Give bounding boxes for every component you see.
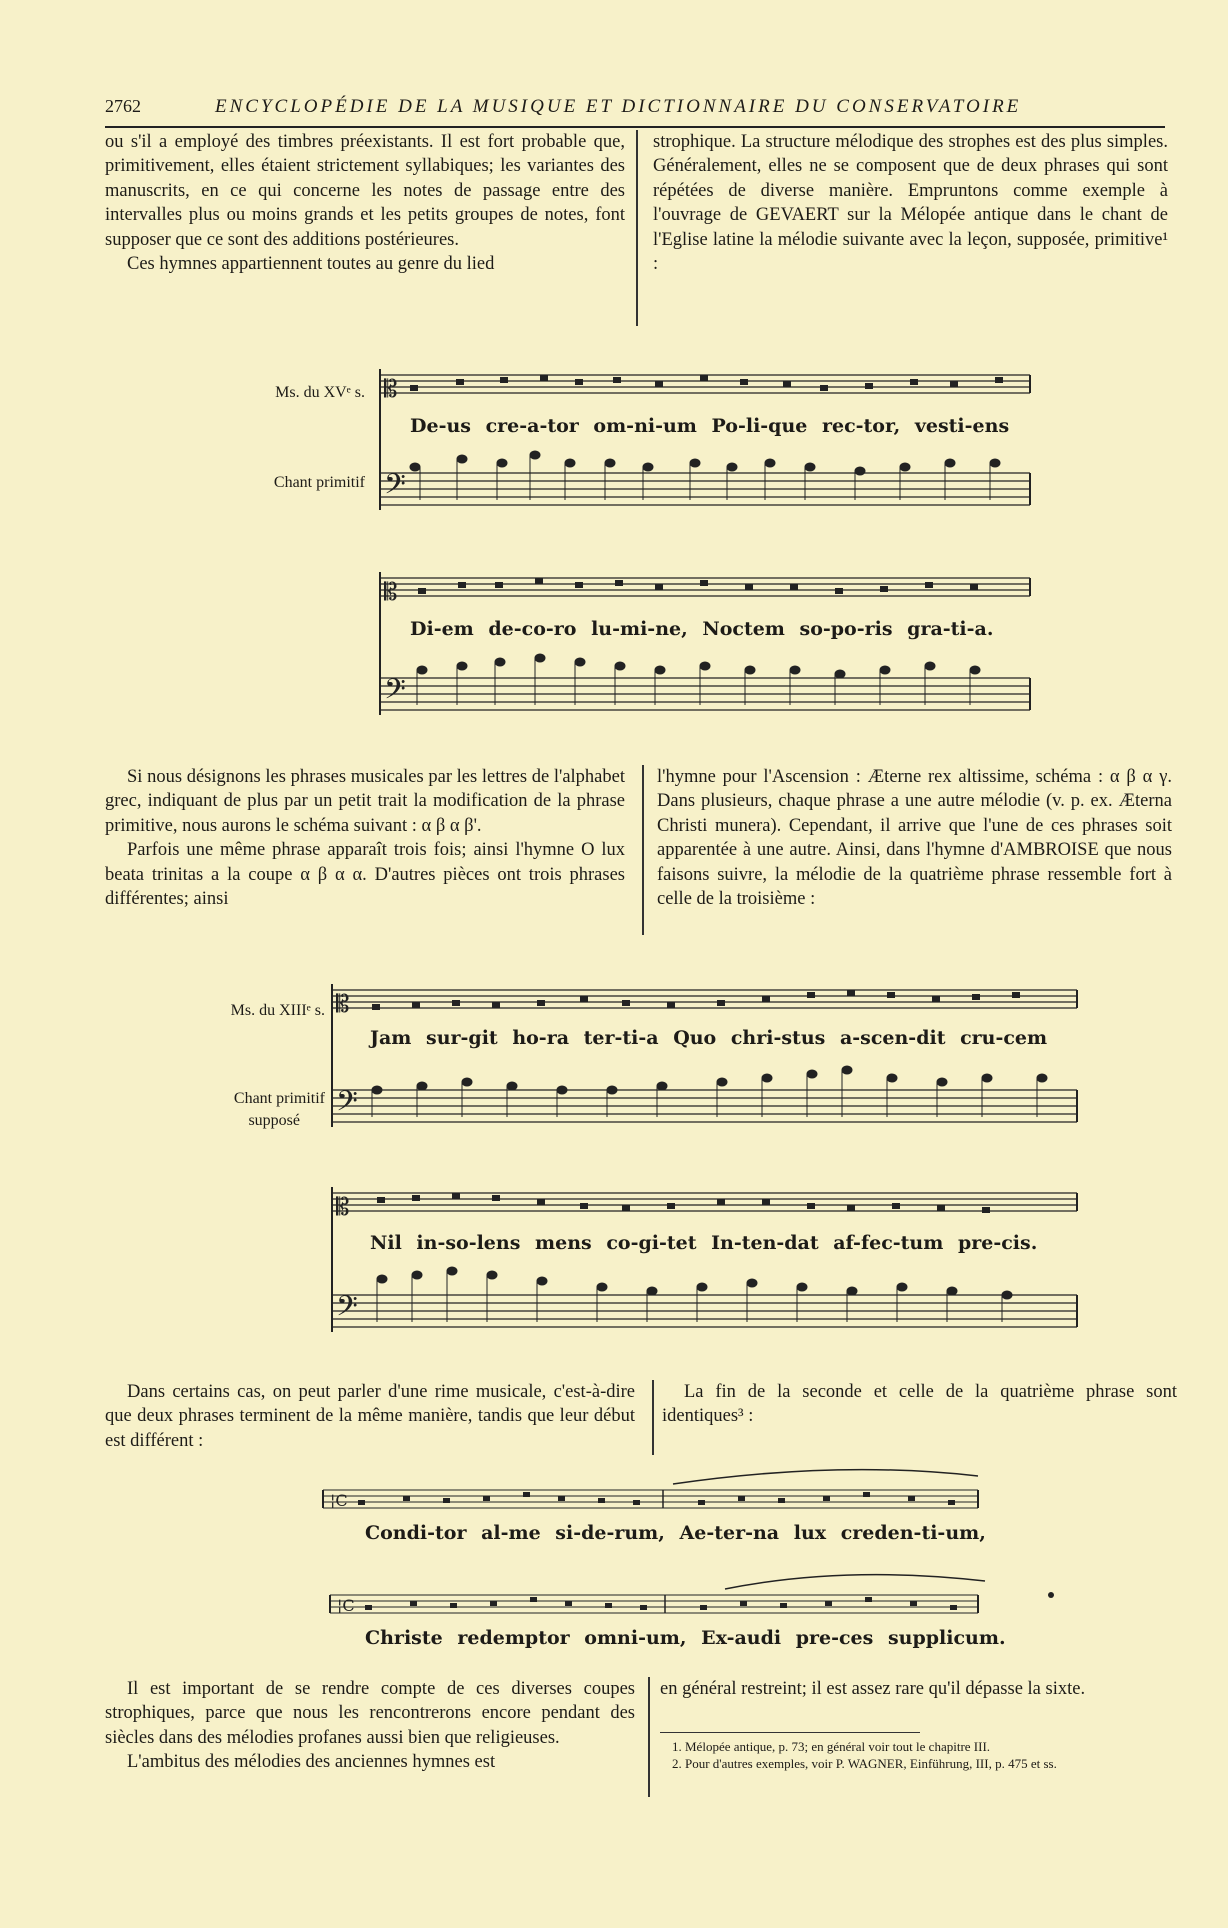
music-example-3-line-1 [318, 1460, 988, 1520]
svg-text:𝄢: 𝄢 [336, 1085, 358, 1125]
paragraph: La fin de la seconde et celle de la quatrième phrase sont identiques³ : [662, 1382, 1177, 1427]
staff-label-suppose: supposé [248, 1112, 300, 1129]
section3-right-column [662, 1380, 1177, 1429]
lyrics-line: Condi-tor al-me si-de-rum, Ae-ter-na lux creden-ti-um, [365, 1522, 986, 1544]
section2-left-column [105, 765, 625, 911]
section4-left-column [105, 1677, 635, 1775]
column-divider [636, 130, 638, 326]
svg-text:𝄡: 𝄡 [336, 990, 350, 1018]
paragraph: strophique. La structure mélodique des strophes est des plus simples. Généralement, elles ne se composent que de deux phrases qui sont répétées de diverse manière. Empruntons comme exemple à l'ouvrage de GEVAERT sur la Mélopée antique dans le chant de l'Eglise latine la mélodie suivante avec la leçon, supposée, primitive¹ : [653, 132, 1168, 275]
footnote-1: 1. Mélopée antique, p. 73; en général voir tout le chapitre III. [672, 1739, 991, 1754]
footnote-2: 2. Pour d'autres exemples, voir P. WAGNER, Einführung, III, p. 475 et ss. [672, 1756, 1057, 1771]
lyrics-line: De-us cre-a-tor om-ni-um Po-li-que rec-tor, vesti-ens [410, 415, 1010, 437]
column-divider [642, 765, 644, 935]
paragraph: Ces hymnes appartiennent toutes au genre du lied [127, 254, 495, 275]
paragraph: ou s'il a employé des timbres préexistants. Il est fort probable que, primitivement, elles étaient strictement syllabiques; les variantes des manuscrits, en ce qui concerne les notes de passage entre des intervalles plus ou moins grands et les petits groupes de notes, font supposer que ce sont des additions postérieures. [105, 132, 625, 250]
page-number: 2762 [105, 96, 141, 116]
music-example-1-system-1 [370, 365, 1035, 530]
section3-left-column [105, 1380, 635, 1453]
section1-right-column [653, 130, 1168, 276]
column-divider [652, 1380, 654, 1455]
ink-dot [1048, 1592, 1054, 1598]
svg-text:¦C: ¦C [330, 1491, 348, 1510]
svg-text:¦C: ¦C [337, 1596, 355, 1615]
lyrics-line: Di-em de-co-ro lu-mi-ne, Noctem so-po-ris gra-ti-a. [410, 618, 994, 640]
paragraph: Parfois une même phrase apparaît trois fois; ainsi l'hymne O lux beata trinitas a la coupe α β α α. D'autres pièces ont trois phrases différentes; ainsi [105, 840, 625, 910]
paragraph: l'hymne pour l'Ascension : Æterne rex altissime, schéma : α β α γ. Dans plusieurs, chaque phrase a une autre mélodie (v. p. ex. Æterna Christi munera). Cependant, il arrive que l'une de ces phrases soit apparentée à une autre. Ainsi, dans l'hymne d'AMBROISE que nous faisons suivre, la mélodie de la quatrième phrase ressemble fort à celle de la troisième : [657, 767, 1172, 910]
music-example-3-line-2 [325, 1565, 995, 1625]
music-example-2-system-2 [322, 1183, 1092, 1348]
staff-label-primitif: Chant primitif [273, 474, 365, 491]
section4-right-column [660, 1677, 1175, 1701]
section1-left-column [105, 130, 625, 276]
paragraph: Il est important de se rendre compte de ces diverses coupes strophiques, parce que nous les rencontrerons encore pendant des siècles dans des mélodies profanes aussi bien que religieuses. [105, 1679, 635, 1748]
paragraph: L'ambitus des mélodies des anciennes hymnes est [127, 1752, 496, 1773]
staff-label-ms: Ms. du XVᵉ s. [275, 384, 365, 401]
column-divider [648, 1677, 650, 1797]
svg-text:𝄡: 𝄡 [384, 375, 398, 403]
paragraph: en général restreint; il est assez rare qu'il dépasse la sixte. [660, 1679, 1086, 1699]
svg-text:𝄢: 𝄢 [384, 673, 406, 713]
svg-text:𝄢: 𝄢 [336, 1290, 358, 1330]
footnote-rule [660, 1732, 920, 1733]
svg-text:𝄢: 𝄢 [384, 468, 406, 508]
music-example-1-system-2 [370, 568, 1035, 733]
lyrics-line: Christe redemptor omni-um, Ex-audi pre-ces supplicum. [365, 1627, 1006, 1649]
svg-text:𝄡: 𝄡 [336, 1193, 350, 1221]
paragraph: Dans certains cas, on peut parler d'une rime musicale, c'est-à-dire que deux phrases terminent de la même manière, tandis que leur début est différent : [105, 1382, 635, 1451]
staff-label-ms: Ms. du XIIIᵉ s. [230, 1002, 325, 1019]
music-example-2-system-1 [322, 980, 1092, 1145]
section2-right-column [657, 765, 1172, 911]
svg-text:𝄡: 𝄡 [384, 578, 398, 606]
staff-label-primitif: Chant primitif [233, 1090, 325, 1107]
lyrics-line: Nil in-so-lens mens co-gi-tet In-ten-dat af-fec-tum pre-cis. [370, 1232, 1038, 1254]
lyrics-line: Jam sur-git ho-ra ter-ti-a Quo chri-stus a-scen-dit cru-cem [370, 1027, 1048, 1049]
running-title: ENCYCLOPÉDIE DE LA MUSIQUE ET DICTIONNAIRE DU CONSERVATOIRE [215, 96, 1022, 117]
page-header [105, 96, 1165, 128]
footnotes [660, 1738, 1170, 1772]
paragraph: Si nous désignons les phrases musicales par les lettres de l'alphabet grec, indiquant de plus par un petit trait la modification de la phrase primitive, nous aurons le schéma suivant : α β α β'. [105, 767, 625, 836]
